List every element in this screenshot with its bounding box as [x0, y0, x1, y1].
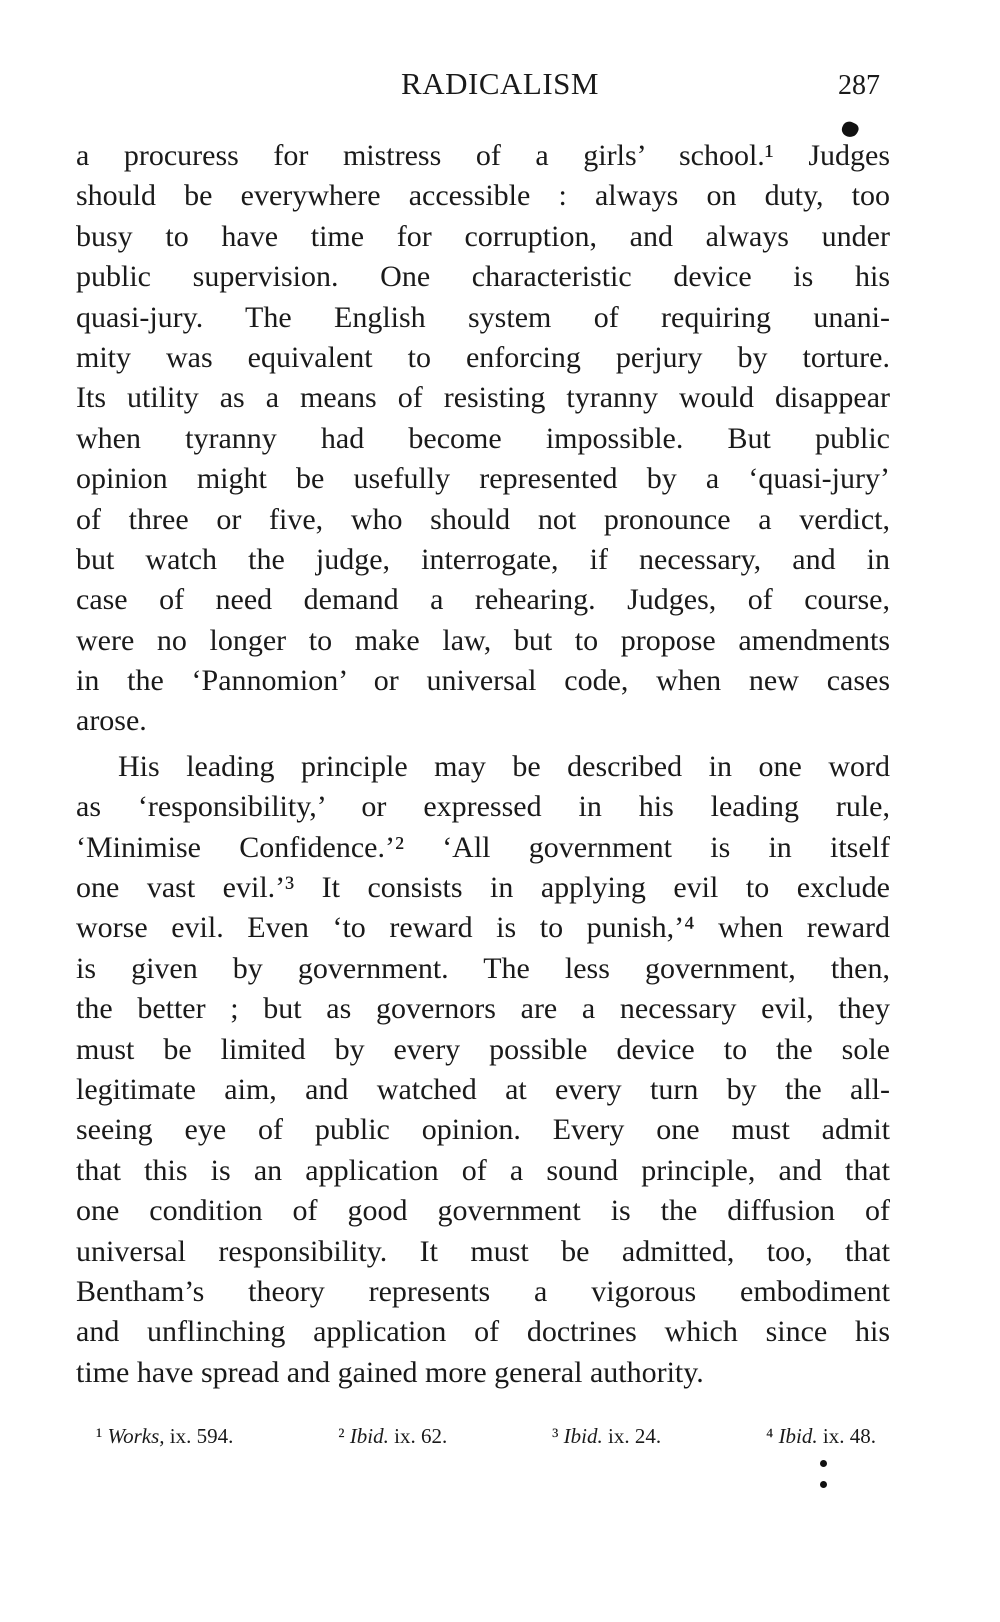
text-line: a procuress for mistress of a girls’ school.¹ Judges: [76, 139, 890, 172]
text-line: His leading principle may be described in one word: [118, 749, 890, 783]
footnote-source: Works,: [107, 1424, 165, 1448]
footnote-ref: ix. 48.: [822, 1424, 876, 1448]
text-line: seeing eye of public opinion. Every one must admit: [76, 1113, 890, 1147]
body-text: [76, 136, 890, 1393]
footnote-ref: ix. 24.: [608, 1424, 662, 1448]
page-header: [0, 66, 1000, 106]
footnotes: [96, 1424, 876, 1449]
footnote-source: Ibid.: [349, 1424, 389, 1448]
text-line: universal responsibility. It must be admitted, too, that: [76, 1234, 890, 1268]
text-line: busy to have time for corruption, and always under: [76, 219, 890, 253]
text-line: and unflinching application of doctrines which since his: [76, 1315, 890, 1349]
text-line: Bentham’s theory represents a vigorous embodiment: [76, 1274, 890, 1308]
ink-marks: [820, 1460, 827, 1502]
text-line: Its utility as a means of resisting tyranny would disappear: [76, 381, 890, 415]
paragraph: [76, 136, 890, 742]
text-line: worse evil. Even ‘to reward is to punish,’⁴ when reward: [76, 911, 890, 945]
ink-dot: [820, 1481, 827, 1488]
footnote-source: Ibid.: [563, 1424, 603, 1448]
text-line: ‘Minimise Confidence.’² ‘All government is in itself: [76, 830, 890, 864]
footnote: [552, 1424, 661, 1449]
text-line: but watch the judge, interrogate, if necessary, and in: [76, 542, 890, 576]
footnote-mark: ²: [338, 1424, 345, 1448]
text-line: should be everywhere accessible : always on duty, too: [76, 179, 890, 213]
footnote-mark: ³: [552, 1424, 559, 1448]
text-line: legitimate aim, and watched at every turn by the all-: [76, 1072, 890, 1106]
text-line: as ‘responsibility,’ or expressed in his leading rule,: [76, 790, 890, 824]
text-line: public supervision. One characteristic device is his: [76, 260, 890, 294]
text-line: must be limited by every possible device to the sole: [76, 1032, 890, 1066]
text-line: when tyranny had become impossible. But public: [76, 421, 890, 455]
text-line: in the ‘Pannomion’ or universal code, when new cases: [76, 664, 890, 698]
footnote: [96, 1424, 233, 1449]
text-line: were no longer to make law, but to propose amendments: [76, 623, 890, 657]
ink-dot: [820, 1460, 827, 1467]
text-line: one vast evil.’³ It consists in applying evil to exclude: [76, 871, 890, 905]
footnote-ref: ix. 62.: [394, 1424, 448, 1448]
footnote: [766, 1424, 876, 1449]
page-number: 287: [838, 70, 880, 101]
text-line: the better ; but as governors are a necessary evil, they: [76, 992, 890, 1026]
footnote-mark: ⁴: [765, 1424, 774, 1448]
text-line: of three or five, who should not pronounce a verdict,: [76, 502, 890, 536]
footnote-source: Ibid.: [778, 1424, 818, 1448]
text-line: quasi-jury. The English system of requiring unani-: [76, 300, 890, 334]
footnote: [338, 1424, 447, 1449]
text-line: mity was equivalent to enforcing perjury by torture.: [76, 340, 890, 374]
footnote-ref: ix. 594.: [169, 1424, 234, 1448]
text-line: that this is an application of a sound principle, and that: [76, 1153, 890, 1187]
text-line: arose.: [76, 704, 147, 738]
text-line: one condition of good government is the diffusion of: [76, 1194, 890, 1228]
running-head: RADICALISM: [401, 66, 599, 101]
footnote-mark: ¹: [96, 1424, 103, 1448]
text-line: case of need demand a rehearing. Judges, of course,: [76, 583, 890, 617]
paragraph: [76, 747, 890, 1393]
text-line: time have spread and gained more general authority.: [76, 1355, 704, 1389]
text-line: is given by government. The less government, then,: [76, 951, 890, 985]
text-line: opinion might be usefully represented by a ‘quasi-jury’: [76, 462, 890, 496]
